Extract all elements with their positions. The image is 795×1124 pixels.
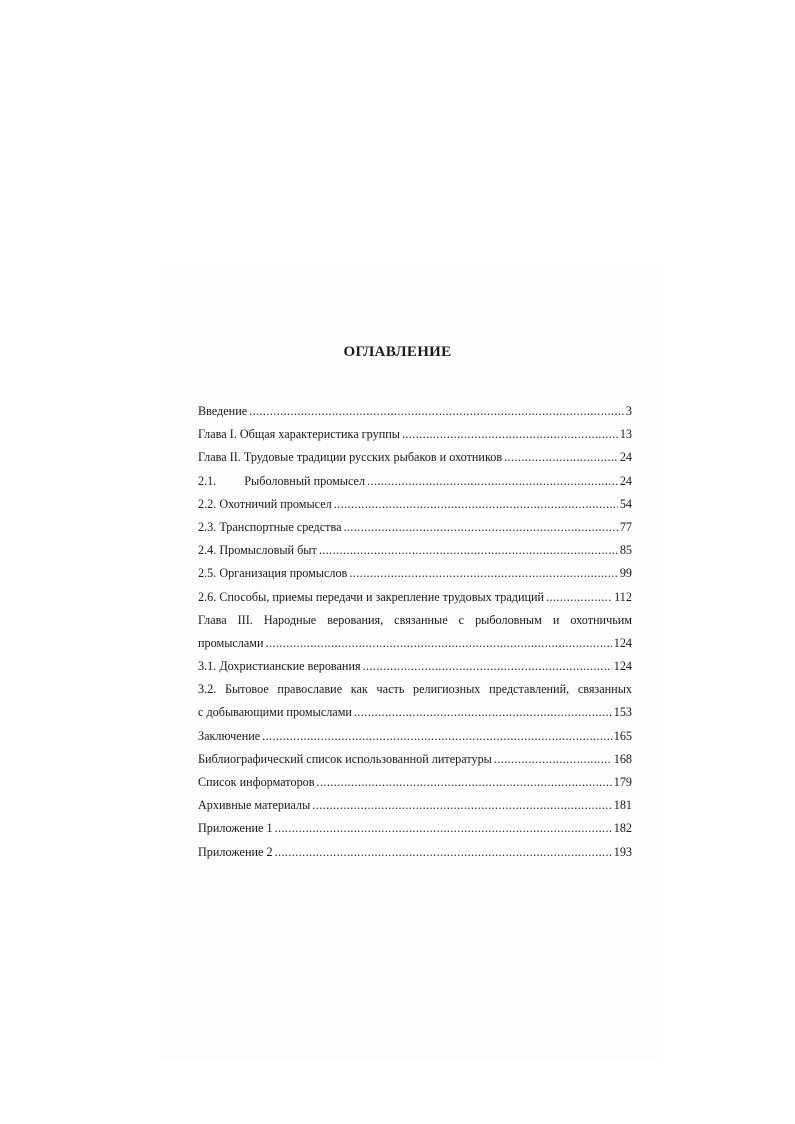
- toc-entry-page: 179: [613, 775, 632, 789]
- toc-entry[interactable]: [198, 400, 632, 423]
- toc-entry-label: 2.6. Способы, приемы передачи и закрепление трудовых традиций: [198, 589, 545, 604]
- dot-leader: [504, 446, 618, 469]
- toc-entry[interactable]: [198, 841, 632, 864]
- toc-entry-wrapped-line[interactable]: Глава III. Народные верования, связанные с рыболовным и охотничьим: [198, 612, 632, 627]
- toc-entry-page: 24: [619, 473, 632, 488]
- toc-entry[interactable]: [198, 470, 632, 493]
- toc-entry-page: 181: [613, 798, 632, 813]
- toc-entry-page: 85: [619, 543, 632, 558]
- dot-leader: [354, 701, 612, 724]
- toc-entry-wrapped-line[interactable]: 3.2. Бытовое православие как часть религиозных представлений, связанных: [198, 682, 632, 697]
- toc-entry-page: 124: [613, 635, 632, 650]
- toc-entry-page: 193: [613, 844, 632, 859]
- toc-entry[interactable]: [198, 771, 632, 794]
- toc-entry-page: 168: [613, 751, 632, 766]
- dot-leader: [334, 493, 618, 516]
- toc-entry-page: 112: [614, 589, 632, 604]
- toc-entry-label: 2.5. Организация промыслов: [198, 566, 348, 581]
- toc-entry-label: Заключение: [198, 728, 261, 743]
- dot-leader: [343, 516, 617, 539]
- toc-entry-label: Приложение 1: [198, 821, 273, 836]
- toc-entry[interactable]: [198, 725, 632, 748]
- toc-entry[interactable]: [198, 446, 632, 469]
- toc-entry-page: 165: [613, 728, 632, 743]
- toc-entry-page: 13: [619, 427, 632, 442]
- toc-entry[interactable]: [198, 423, 632, 446]
- toc-entry[interactable]: [198, 794, 632, 817]
- toc-entry-label: Архивные материалы: [198, 798, 311, 813]
- dot-leader: [402, 423, 618, 446]
- page-title: ОГЛАВЛЕНИЕ: [343, 344, 452, 360]
- dot-leader: [317, 771, 612, 794]
- toc-entry-page: 3: [625, 404, 632, 418]
- dot-leader: [363, 655, 612, 678]
- dot-leader: [312, 794, 611, 817]
- toc-entry-label: Библиографический список использованной литературы: [198, 751, 492, 766]
- toc-entry-page: 153: [613, 705, 632, 720]
- toc-entry-page: 124: [613, 659, 632, 674]
- dot-leader: [249, 400, 624, 423]
- toc-entry[interactable]: [198, 655, 632, 678]
- toc-entry-label: Глава I. Общая характеристика группы: [198, 427, 400, 442]
- toc-entry-label: [198, 470, 365, 493]
- toc-entry-text: Рыболовный промысел: [244, 473, 366, 488]
- toc-entry-page: 182: [613, 821, 632, 836]
- toc-entry-label: Введение: [198, 404, 248, 418]
- toc-entry-label: Список информаторов: [198, 775, 315, 789]
- toc-entry-label: 2.4. Промысловый быт: [198, 543, 317, 558]
- table-of-contents: [198, 400, 632, 864]
- toc-entry[interactable]: [198, 586, 632, 609]
- toc-entry-page: 99: [619, 566, 632, 581]
- toc-entry-label: 3.1. Дохристианские верования: [198, 659, 361, 674]
- dot-leader: [546, 586, 612, 609]
- dot-leader: [319, 539, 618, 562]
- toc-entry-label: Глава II. Трудовые традиции русских рыбаков и охотников: [198, 450, 503, 465]
- toc-entry[interactable]: [198, 748, 632, 771]
- toc-entry[interactable]: [198, 539, 632, 562]
- dot-leader: [275, 817, 612, 840]
- dot-leader: [262, 725, 612, 748]
- dot-leader: [275, 841, 612, 864]
- dot-leader: [494, 748, 612, 771]
- toc-entry-label: 2.3. Транспортные средства: [198, 519, 342, 534]
- toc-entry[interactable]: [198, 516, 632, 539]
- toc-entry-number: 2.1.: [198, 473, 217, 488]
- toc-entry-label: 2.2. Охотничий промысел: [198, 496, 332, 511]
- toc-entry[interactable]: [198, 701, 632, 724]
- toc-entry-label: с добывающими промыслами: [198, 705, 352, 720]
- toc-entry-page: 54: [619, 496, 632, 511]
- toc-entry[interactable]: [198, 632, 632, 655]
- dot-leader: [367, 470, 618, 493]
- toc-entry[interactable]: [198, 562, 632, 585]
- toc-entry[interactable]: [198, 493, 632, 516]
- toc-entry[interactable]: [198, 817, 632, 840]
- toc-entry-page: 77: [619, 519, 632, 534]
- dot-leader: [266, 632, 612, 655]
- toc-entry-page: 24: [619, 450, 632, 465]
- toc-entry-label: Приложение 2: [198, 844, 273, 859]
- dot-leader: [349, 562, 617, 585]
- toc-entry-label: промыслами: [198, 635, 264, 650]
